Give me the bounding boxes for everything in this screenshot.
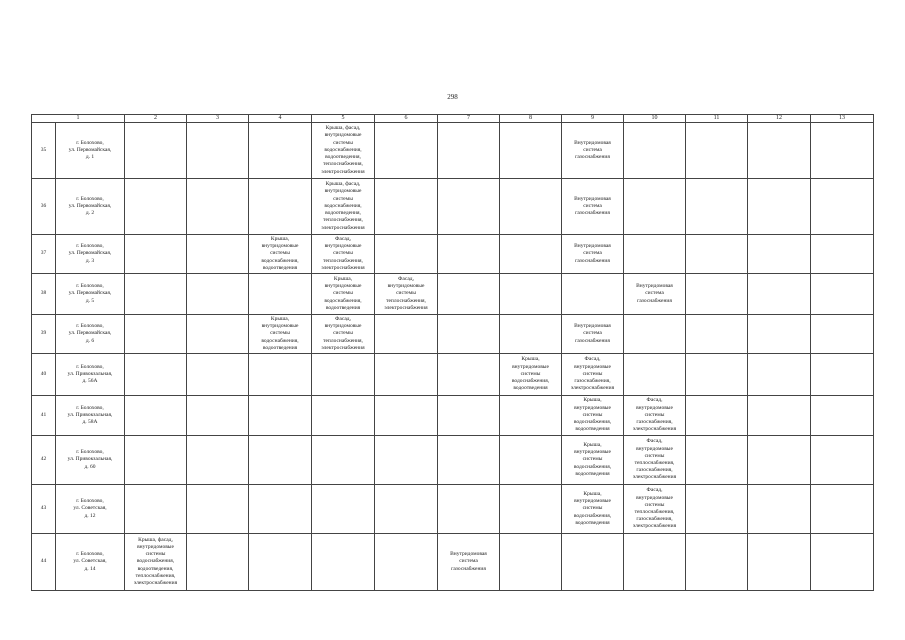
- work-cell-col6: [375, 315, 438, 354]
- column-header: 2: [125, 115, 187, 123]
- work-cell-col11: [686, 274, 748, 315]
- work-cell-col9: Крыша, внутридомовые системы водоснабжения, водоотведения: [562, 396, 624, 436]
- work-cell-col4: [249, 534, 312, 591]
- work-cell-col6: Фасад, внутридомовые системы теплоснабжения, электроснабжения: [375, 274, 438, 315]
- work-cell-col8: [500, 123, 562, 179]
- table-row: [32, 485, 874, 534]
- work-cell-col8: [500, 274, 562, 315]
- work-cell-col12: [748, 179, 811, 235]
- work-cell-col4: [249, 436, 312, 485]
- work-cell-col12: [748, 123, 811, 179]
- work-cell-col10: Фасад, внутридомовые системы газоснабжения, электроснабжения: [624, 396, 686, 436]
- work-cell-col7: [438, 485, 500, 534]
- table-row: [32, 315, 874, 354]
- work-cell-col7: Внутридомовая система газоснабжения: [438, 534, 500, 591]
- work-cell-col3: [187, 436, 249, 485]
- row-number: 38: [32, 274, 56, 315]
- column-header: 5: [312, 115, 375, 123]
- work-cell-col2: [125, 315, 187, 354]
- work-cell-col13: [811, 436, 874, 485]
- work-cell-col3: [187, 485, 249, 534]
- work-cell-col13: [811, 274, 874, 315]
- work-cell-col12: [748, 274, 811, 315]
- row-number: 39: [32, 315, 56, 354]
- work-cell-col8: [500, 235, 562, 274]
- address-cell: г. Болохово, ул. Первомайская, д. 3: [56, 235, 125, 274]
- work-cell-col12: [748, 235, 811, 274]
- work-cell-col6: [375, 235, 438, 274]
- work-cell-col4: [249, 274, 312, 315]
- work-cell-col5: Крыша, фасад, внутридомовые системы водоснабжения, водоотведения, теплоснабжения, электроснабжения: [312, 179, 375, 235]
- work-cell-col5: Фасад, внутридомовые системы теплоснабжения, электроснабжения: [312, 235, 375, 274]
- work-cell-col3: [187, 235, 249, 274]
- address-cell: г. Болохово, ул. Советская, д. 14: [56, 534, 125, 591]
- work-cell-col11: [686, 534, 748, 591]
- column-header: 4: [249, 115, 312, 123]
- work-cell-col8: [500, 179, 562, 235]
- column-header: 7: [438, 115, 500, 123]
- work-cell-col6: [375, 534, 438, 591]
- work-cell-col11: [686, 396, 748, 436]
- work-cell-col7: [438, 274, 500, 315]
- work-cell-col13: [811, 179, 874, 235]
- work-cell-col13: [811, 485, 874, 534]
- column-header: 1: [32, 115, 125, 123]
- work-cell-col6: [375, 485, 438, 534]
- work-cell-col9: Внутридомовая система газоснабжения: [562, 123, 624, 179]
- work-cell-col7: [438, 315, 500, 354]
- work-cell-col8: [500, 485, 562, 534]
- work-cell-col11: [686, 123, 748, 179]
- work-cell-col7: [438, 354, 500, 396]
- work-cell-col3: [187, 534, 249, 591]
- column-header: 11: [686, 115, 748, 123]
- work-cell-col4: Крыша, внутридомовые системы водоснабжения, водоотведения: [249, 235, 312, 274]
- work-cell-col7: [438, 396, 500, 436]
- work-cell-col4: [249, 396, 312, 436]
- work-cell-col4: [249, 123, 312, 179]
- work-cell-col9: [562, 534, 624, 591]
- work-cell-col2: [125, 123, 187, 179]
- work-cell-col11: [686, 436, 748, 485]
- work-cell-col10: [624, 534, 686, 591]
- row-number: 35: [32, 123, 56, 179]
- address-cell: г. Болохово, ул. Привокзальная, д. 58А: [56, 396, 125, 436]
- address-cell: г. Болохово, ул. Первомайская, д. 1: [56, 123, 125, 179]
- work-cell-col2: Крыша, фасад, внутридомовые системы водоснабжения, водоотведения, теплоснабжения, электроснабжения: [125, 534, 187, 591]
- column-header: 9: [562, 115, 624, 123]
- row-number: 44: [32, 534, 56, 591]
- page-number: 298: [447, 93, 458, 101]
- work-cell-col13: [811, 354, 874, 396]
- column-header: 3: [187, 115, 249, 123]
- work-cell-col5: [312, 436, 375, 485]
- work-cell-col4: Крыша, внутридомовые системы водоснабжения, водоотведения: [249, 315, 312, 354]
- work-cell-col8: Крыша, внутридомовые системы водоснабжения, водоотведения: [500, 354, 562, 396]
- work-cell-col3: [187, 396, 249, 436]
- work-cell-col12: [748, 436, 811, 485]
- table-row: [32, 179, 874, 235]
- repair-schedule-table: [31, 114, 874, 591]
- column-header: 13: [811, 115, 874, 123]
- work-cell-col10: Фасад, внутридомовые системы теплоснабжения, газоснабжения, электроснабжения: [624, 436, 686, 485]
- work-cell-col7: [438, 235, 500, 274]
- work-cell-col6: [375, 436, 438, 485]
- work-cell-col5: Крыша, фасад, внутридомовые системы водоснабжения, водоотведения, теплоснабжения, электроснабжения: [312, 123, 375, 179]
- work-cell-col2: [125, 396, 187, 436]
- column-header: 8: [500, 115, 562, 123]
- table-row: [32, 354, 874, 396]
- work-cell-col8: [500, 534, 562, 591]
- work-cell-col7: [438, 436, 500, 485]
- address-cell: г. Болохово, ул. Первомайская, д. 5: [56, 274, 125, 315]
- work-cell-col6: [375, 354, 438, 396]
- work-cell-col2: [125, 354, 187, 396]
- work-cell-col11: [686, 179, 748, 235]
- work-cell-col10: [624, 123, 686, 179]
- work-cell-col9: Внутридомовая система газоснабжения: [562, 179, 624, 235]
- work-cell-col11: [686, 354, 748, 396]
- work-cell-col3: [187, 274, 249, 315]
- work-cell-col2: [125, 274, 187, 315]
- work-cell-col13: [811, 534, 874, 591]
- work-cell-col7: [438, 179, 500, 235]
- table-row: [32, 235, 874, 274]
- address-cell: г. Болохово, ул. Первомайская, д. 2: [56, 179, 125, 235]
- row-number: 43: [32, 485, 56, 534]
- address-cell: г. Болохово, ул. Советская, д. 12: [56, 485, 125, 534]
- work-cell-col10: [624, 235, 686, 274]
- work-cell-col3: [187, 123, 249, 179]
- work-cell-col7: [438, 123, 500, 179]
- row-number: 36: [32, 179, 56, 235]
- table-row: [32, 534, 874, 591]
- work-cell-col9: Внутридомовая система газоснабжения: [562, 235, 624, 274]
- row-number: 40: [32, 354, 56, 396]
- work-cell-col5: [312, 354, 375, 396]
- work-cell-col13: [811, 123, 874, 179]
- work-cell-col6: [375, 396, 438, 436]
- work-cell-col3: [187, 315, 249, 354]
- work-cell-col9: Крыша, внутридомовые системы водоснабжения, водоотведения: [562, 485, 624, 534]
- work-cell-col13: [811, 235, 874, 274]
- work-cell-col3: [187, 179, 249, 235]
- table-row: [32, 396, 874, 436]
- work-cell-col12: [748, 485, 811, 534]
- work-cell-col4: [249, 354, 312, 396]
- address-cell: г. Болохово, ул. Привокзальная, д. 56А: [56, 354, 125, 396]
- column-header: 10: [624, 115, 686, 123]
- work-cell-col9: Внутридомовая система газоснабжения: [562, 315, 624, 354]
- work-cell-col4: [249, 179, 312, 235]
- work-cell-col5: Крыша, внутридомовые системы водоснабжения, водоотведения: [312, 274, 375, 315]
- work-cell-col5: [312, 396, 375, 436]
- header-row: [32, 115, 874, 123]
- work-cell-col3: [187, 354, 249, 396]
- work-cell-col4: [249, 485, 312, 534]
- table-row: [32, 123, 874, 179]
- work-cell-col5: [312, 485, 375, 534]
- row-number: 41: [32, 396, 56, 436]
- work-cell-col11: [686, 235, 748, 274]
- work-cell-col12: [748, 396, 811, 436]
- work-cell-col6: [375, 179, 438, 235]
- work-cell-col12: [748, 354, 811, 396]
- work-cell-col2: [125, 436, 187, 485]
- row-number: 42: [32, 436, 56, 485]
- work-cell-col11: [686, 315, 748, 354]
- work-cell-col8: [500, 436, 562, 485]
- work-cell-col9: [562, 274, 624, 315]
- work-cell-col11: [686, 485, 748, 534]
- work-cell-col10: [624, 179, 686, 235]
- column-header: 6: [375, 115, 438, 123]
- work-cell-col12: [748, 315, 811, 354]
- work-cell-col9: Крыша, внутридомовые системы водоснабжения, водоотведения: [562, 436, 624, 485]
- work-cell-col2: [125, 485, 187, 534]
- column-header: 12: [748, 115, 811, 123]
- work-cell-col12: [748, 534, 811, 591]
- work-cell-col10: Фасад, внутридомовые системы теплоснабжения, газоснабжения, электроснабжения: [624, 485, 686, 534]
- address-cell: г. Болохово, ул. Привокзальная, д. 60: [56, 436, 125, 485]
- work-cell-col13: [811, 396, 874, 436]
- work-cell-col8: [500, 396, 562, 436]
- work-cell-col5: [312, 534, 375, 591]
- work-cell-col10: Внутридомовая система газоснабжения: [624, 274, 686, 315]
- work-cell-col10: [624, 354, 686, 396]
- address-cell: г. Болохово, ул. Первомайская, д. 6: [56, 315, 125, 354]
- work-cell-col2: [125, 179, 187, 235]
- table-row: [32, 436, 874, 485]
- work-cell-col5: Фасад, внутридомовые системы теплоснабжения, электроснабжения: [312, 315, 375, 354]
- row-number: 37: [32, 235, 56, 274]
- work-cell-col2: [125, 235, 187, 274]
- work-cell-col13: [811, 315, 874, 354]
- table-row: [32, 274, 874, 315]
- work-cell-col10: [624, 315, 686, 354]
- work-cell-col6: [375, 123, 438, 179]
- work-cell-col8: [500, 315, 562, 354]
- work-cell-col9: Фасад, внутридомовые системы газоснабжения, электроснабжения: [562, 354, 624, 396]
